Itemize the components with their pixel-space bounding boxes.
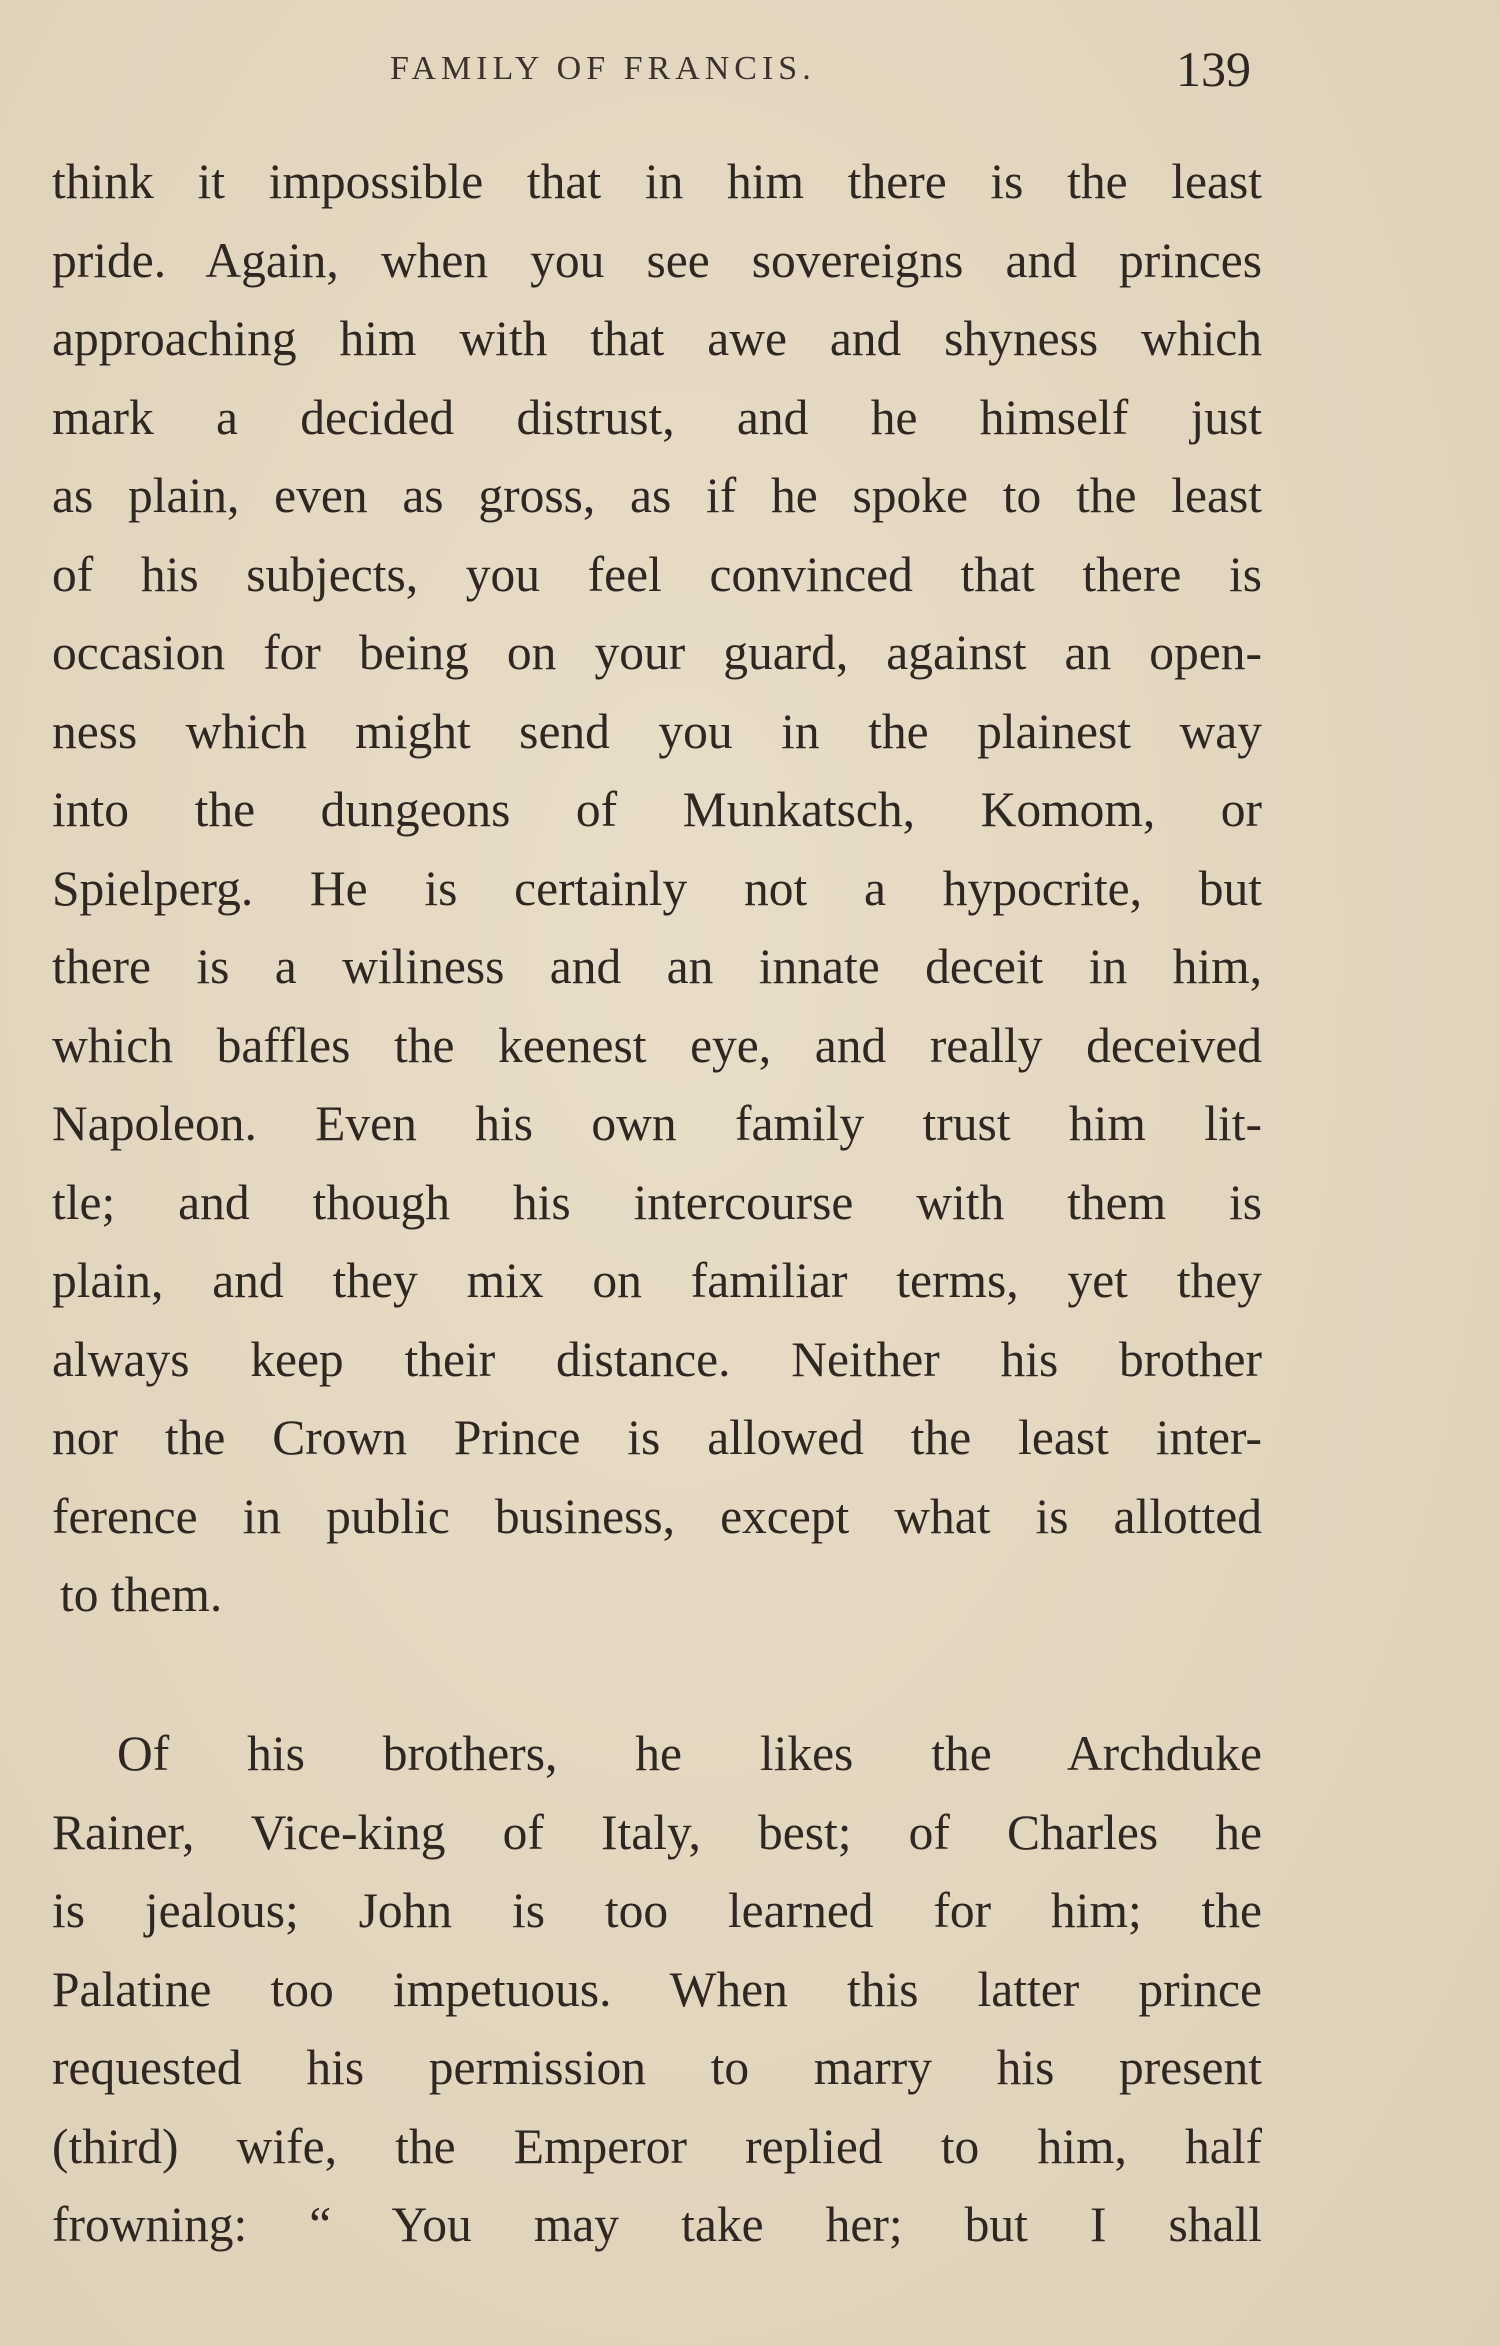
- paragraph-1: [52, 143, 1262, 1635]
- text-line: occasion for being on your guard, against an open-: [52, 625, 1262, 680]
- text-line: Spielperg. He is certainly not a hypocrite, but: [52, 860, 1262, 916]
- text-line: as plain, even as gross, as if he spoke to the least: [52, 468, 1262, 523]
- text-line: Of his brothers, he likes the Archduke: [117, 1726, 1262, 1781]
- paragraph-2: [52, 1715, 1262, 2265]
- text-line: Napoleon. Even his own family trust him lit-: [52, 1096, 1262, 1151]
- text-line: (third) wife, the Emperor replied to him, half: [52, 2118, 1262, 2174]
- text-line: tle; and though his intercourse with them is: [52, 1174, 1262, 1230]
- text-line: ness which might send you in the plainest way: [52, 703, 1262, 759]
- text-line: Palatine too impetuous. When this latter prince: [52, 1961, 1262, 2017]
- text-line: nor the Crown Prince is allowed the least inter-: [52, 1410, 1262, 1465]
- text-line: always keep their distance. Neither his brother: [52, 1331, 1262, 1387]
- text-line: pride. Again, when you see sovereigns and princes: [52, 232, 1262, 288]
- text-line: Rainer, Vice-king of Italy, best; of Charles he: [52, 1804, 1262, 1860]
- text-line: is jealous; John is too learned for him; the: [52, 1883, 1262, 1938]
- page-header: [0, 40, 1500, 100]
- running-head: FAMILY OF FRANCIS.: [390, 50, 816, 87]
- text-line: plain, and they mix on familiar terms, yet they: [52, 1253, 1262, 1308]
- text-line: approaching him with that awe and shyness which: [52, 311, 1262, 366]
- text-line: think it impossible that in him there is the least: [52, 154, 1262, 209]
- text-line: requested his permission to marry his present: [52, 2040, 1262, 2095]
- text-line: into the dungeons of Munkatsch, Komom, or: [52, 782, 1262, 837]
- text-line: to them.: [60, 1567, 223, 1622]
- text-line: which baffles the keenest eye, and really deceived: [52, 1017, 1262, 1073]
- text-line: mark a decided distrust, and he himself just: [52, 389, 1262, 445]
- page-number: 139: [1176, 41, 1251, 97]
- text-line: of his subjects, you feel convinced that there is: [52, 546, 1262, 602]
- text-line: frowning: “ You may take her; but I shall: [52, 2197, 1262, 2252]
- text-line: there is a wiliness and an innate deceit in him,: [52, 939, 1262, 994]
- text-line: ference in public business, except what is allotted: [52, 1488, 1262, 1544]
